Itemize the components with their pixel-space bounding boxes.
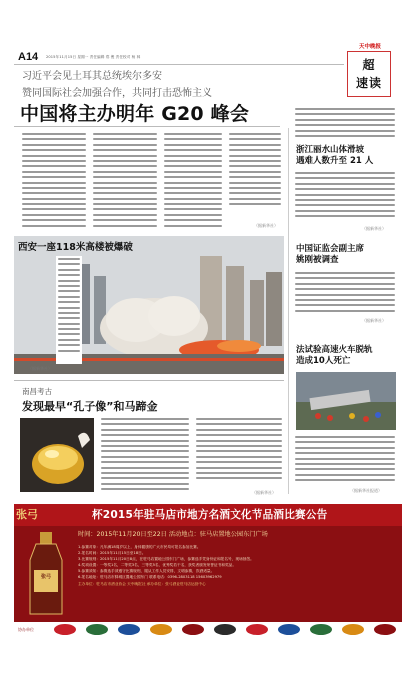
culture-kicker: 南昌考古	[22, 387, 52, 396]
sidebar-story-3-source: （据新华社报道）	[350, 488, 382, 493]
sidebar-story-1-title-line-2: 遇难人数升至 21 人	[296, 156, 374, 166]
sponsor-strip-label: 协办单位	[18, 627, 34, 632]
mid-rule	[14, 380, 284, 381]
sidebar-story-3-body	[295, 436, 395, 488]
sponsor-logo-10	[342, 624, 364, 635]
sidebar-story-2-source: （据新华社）	[362, 318, 386, 323]
sidebar-story-1-body	[295, 172, 395, 224]
sidebar-story-2-title-line-2: 姚刚被调查	[296, 255, 339, 265]
sidebar-story-2-title	[296, 244, 364, 266]
photo-story-title: 西安一座118米高楼被爆破	[18, 242, 133, 253]
sidebar-story-3-title-line-1: 法试验高速火车脱轨	[296, 345, 373, 355]
lead-headline: 中国将主办明年 G20 峰会	[20, 103, 250, 125]
sidebar-story-3-title	[296, 345, 373, 367]
column-divider	[288, 128, 289, 494]
demolition-photo-art	[14, 236, 284, 374]
sidebar-story-3-title-line-2: 造成10人死亡	[296, 356, 351, 366]
sponsor-logo-3	[118, 624, 140, 635]
ad-line: 4.奖项设置：一等奖1名，二等奖3名，三等奖5名，优秀奖若干名，获奖者颁发荣誉证书和奖品。	[78, 563, 237, 568]
culture-body-col-2	[196, 418, 282, 488]
sponsor-logo-6	[214, 624, 236, 635]
section-badge	[347, 51, 391, 97]
ad-body	[78, 544, 398, 587]
ad-line: 6.报名地址：驻马店市驿城区置地公园东门 联系电话：0396-2803118 15603962979	[78, 575, 222, 580]
sponsor-logo-7	[246, 624, 268, 635]
ad-sponsor-strip	[14, 622, 402, 638]
header-rule	[14, 64, 344, 65]
lead-rule	[14, 126, 280, 127]
culture-title: 发现最早“孔子像”和马蹄金	[22, 400, 158, 413]
lead-kicker-2: 赞同国际社会加强合作，共同打击恐怖主义	[22, 88, 212, 99]
sidebar-story-2-body	[295, 272, 395, 316]
section-badge-line-2: 速读	[355, 76, 382, 90]
gold-jar-art	[20, 418, 94, 492]
lead-body-col-4	[229, 133, 281, 213]
ad-subtitle: 时间：2015年11月20日至22日 活动地点：驻马店置地公园东门广场	[78, 531, 268, 538]
lead-body-col-3	[164, 133, 222, 231]
lead-kicker-1: 习近平会见土耳其总统埃尔多安	[22, 71, 162, 82]
page-number: A14	[18, 51, 39, 63]
sidebar-story-1-source: （据新华社）	[362, 226, 386, 231]
sponsor-logo-5	[182, 624, 204, 635]
sidebar-story-1-title	[296, 145, 373, 167]
ad-title: 杯2015年驻马店市地方名酒文化节品酒比赛公告	[92, 509, 328, 521]
ad-line: 5.参赛须知：参赛选手须遵守比赛规则，服从工作人员安排，文明参赛，饮酒适量。	[78, 569, 215, 574]
gold-jar-photo	[20, 418, 94, 492]
culture-body-col-1	[101, 418, 189, 496]
demolition-photo	[14, 236, 284, 374]
train-derailment-photo	[296, 372, 396, 430]
photo-caption-block	[56, 256, 82, 364]
ad-line: 3.比赛规则：2015年11月20日8点，在驻马店置地公园东门广场，参赛选手凭身份证和报名号，现场抽签。	[78, 557, 254, 562]
sponsor-logo-1	[54, 624, 76, 635]
photo-author: （据新华社）	[28, 366, 52, 371]
sponsor-logo-2	[86, 624, 108, 635]
masthead-brand: 天中晚报	[358, 44, 381, 50]
lead-body-col-2	[93, 133, 157, 231]
sponsor-logo-8	[278, 624, 300, 635]
train-derailment-art	[296, 372, 396, 430]
ad-line: 1.参赛对象：凡年满18周岁以上，身体健康的广大市民均可报名参加比赛。	[78, 545, 201, 549]
ad-organizers-line: 主办单位：驻马店市酒业协会 天中晚报社 承办单位：张弓酒业驻马店运营中心	[78, 581, 206, 586]
header-info: 2015年11月15日 星期一 责任编辑 郑 俊 责任校对 杨 林	[46, 55, 141, 59]
sidebar-story-2-title-line-1: 中国证监会副主席	[296, 244, 365, 254]
lead-source: （据新华社）	[254, 223, 278, 228]
sidebar-top-text	[295, 108, 395, 140]
bottle-label: 张弓	[40, 574, 51, 580]
sidebar-story-1-title-line-1: 浙江丽水山体滑坡	[296, 145, 365, 155]
ad-brand-logo: 张弓	[16, 508, 38, 521]
sponsor-logo-9	[310, 624, 332, 635]
section-badge-line-1: 超	[362, 58, 376, 72]
lead-body-col-1	[22, 133, 86, 231]
ad-line: 2.报名时间：2015年11月15日至18日。	[78, 551, 146, 556]
sponsor-logo-11	[374, 624, 396, 635]
liquor-contest-advertisement	[14, 504, 402, 638]
culture-source: （据新华社）	[252, 490, 276, 495]
sponsor-logo-4	[150, 624, 172, 635]
